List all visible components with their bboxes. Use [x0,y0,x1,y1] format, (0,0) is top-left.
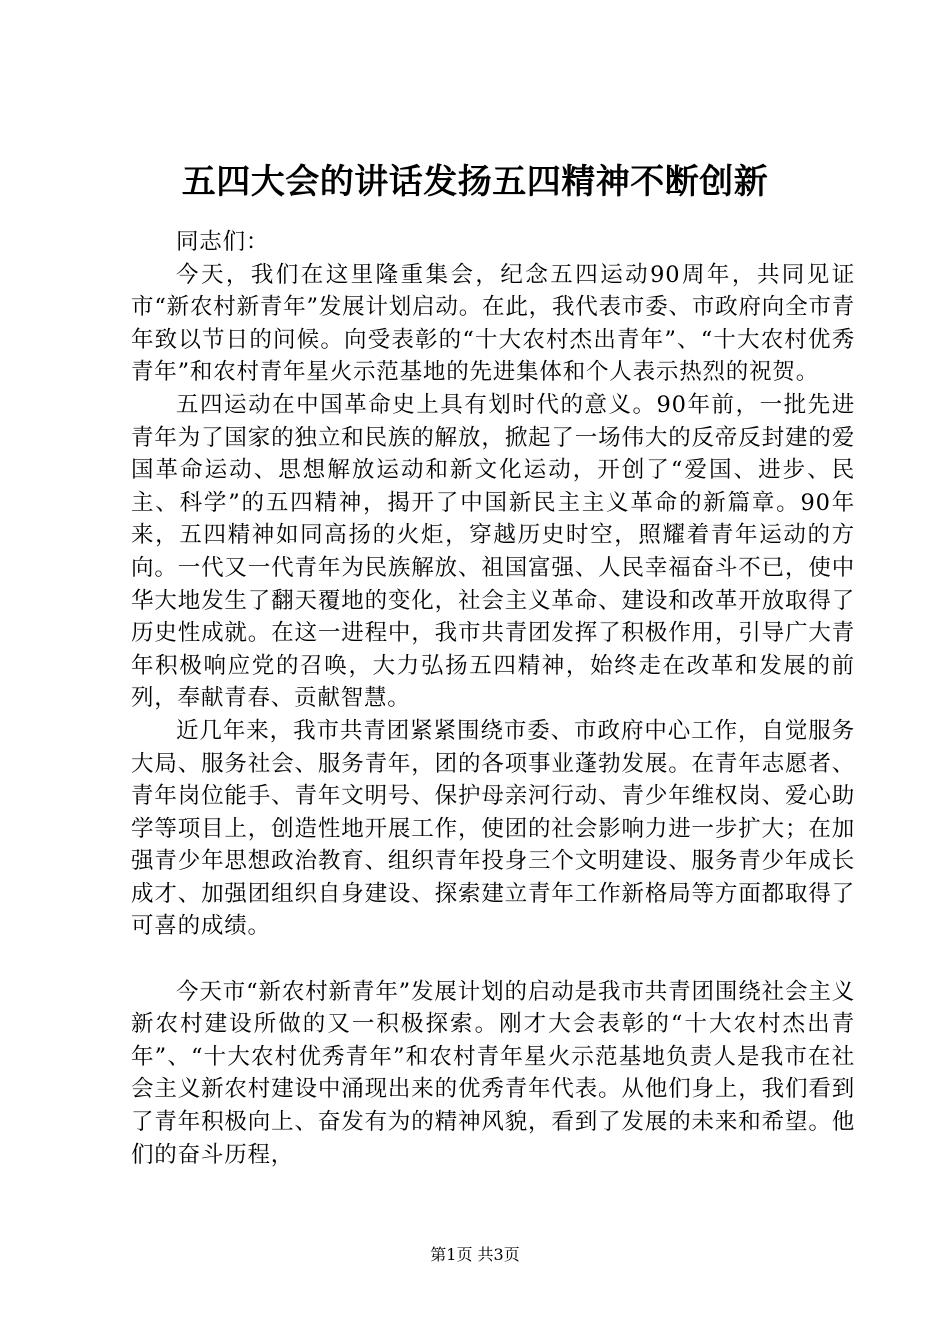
document-title: 五四大会的讲话发扬五四精神不断创新 [181,162,769,202]
page-number: 第1页 共3页 [430,1245,520,1264]
paragraph-2: 五四运动在中国革命史上具有划时代的意义。90年前，一批先进青年为了国家的独立和民族的解放，掀起了一场伟大的反帝反封建的爱国革命运动、思想解放运动和新文化运动，开创了“爱国、进步、民主、科学”的五四精神，揭开了中国新民主主义革命的新篇章。90年来，五四精神如同高扬的火炬，穿越历史时空，照耀着青年运动的方向。一代又一代青年为民族解放、祖国富强、人民幸福奋斗不已，使中华大地发生了翻天覆地的变化，社会主义革命、建设和改革开放取得了历史性成就。在这一进程中，我市共青团发挥了积极作用，引导广大青年积极响应党的召唤，大力弘扬五四精神，始终走在改革和发展的前列，奉献青春、贡献智慧。 [131,391,855,712]
document-body [131,226,855,1171]
paragraph-3: 近几年来，我市共青团紧紧围绕市委、市政府中心工作，自觉服务大局、服务社会、服务青年，团的各项事业蓬勃发展。在青年志愿者、青年岗位能手、青年文明号、保护母亲河行动、青少年维权岗、爱心助学等项目上，创造性地开展工作，使团的社会影响力进一步扩大；在加强青少年思想政治教育、组织青年投身三个文明建设、服务青少年成长成才、加强团组织自身建设、探索建立青年工作新格局等方面都取得了可喜的成绩。 [131,717,855,940]
salutation: 同志们： [176,229,270,255]
paragraph-1: 今天，我们在这里隆重集会，纪念五四运动90周年，共同见证市“新农村新青年”发展计划启动。在此，我代表市委、市政府向全市青年致以节日的问候。向受表彰的“十大农村杰出青年”、“十大农村优秀青年”和农村青年星火示范基地的先进集体和个人表示热烈的祝贺。 [131,261,855,386]
paragraph-4: 今天市“新农村新青年”发展计划的启动是我市共青团围绕社会主义新农村建设所做的又一积极探索。刚才大会表彰的“十大农村杰出青年”、“十大农村优秀青年”和农村青年星火示范基地负责人是我市在社会主义新农村建设中涌现出来的优秀青年代表。从他们身上，我们看到了青年积极向上、奋发有为的精神风貌，看到了发展的未来和希望。他们的奋斗历程， [131,978,855,1168]
